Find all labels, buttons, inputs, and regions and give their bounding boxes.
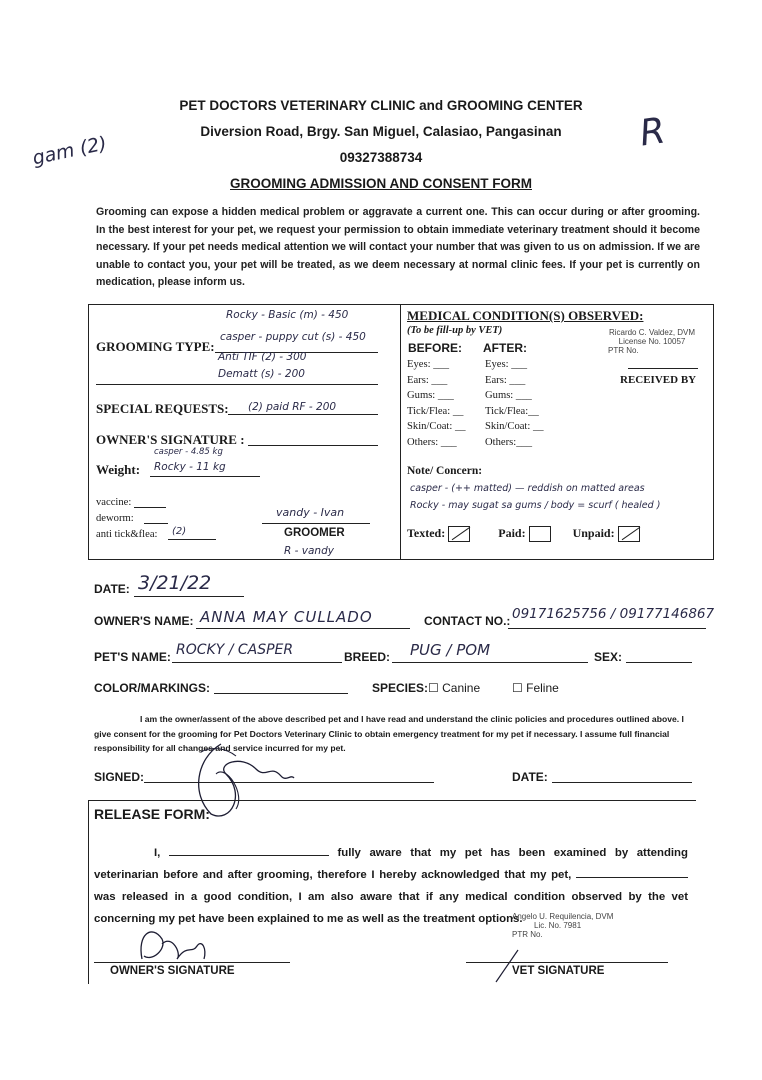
margin-note-right: R [637,110,668,155]
paid-checkbox[interactable] [529,526,551,542]
consent-date-line [552,782,692,783]
owner-name-line [196,628,410,629]
owner-signature-label: OWNER'S SIGNATURE : [96,432,245,447]
species-label: SPECIES: [372,681,429,695]
vet-stamp-license: License No. 10057 [618,337,686,346]
consent-text: I am the owner/assent of the above described pet and I have read and understand the clinic policies and procedures outlined above. I give consent for the grooming for Pet Doctors Veterinary Clinic to obtain emergency treatment for my pet if necessary. I assume full financial responsibility for all changes and service incurred for my pet. [94,714,684,753]
after-skin: Skin/Coat: __ [485,421,544,432]
contact-label: CONTACT NO.: [424,614,511,628]
breed-line [392,662,588,663]
weight-line [150,476,260,477]
before-others: Others: ___ [407,436,457,448]
vet-stamp-bottom-name: Angelo U. Requilencia, DVM [512,912,614,921]
owner-name-value: ANNA MAY CULLADO [200,608,373,626]
breed-label: BREED: [344,650,391,664]
deworm-line [144,523,168,524]
canine-label: Canine [442,681,481,695]
color-line [214,693,348,694]
sex-line [626,662,692,663]
vet-stamp-top [596,328,708,355]
sex-label: SEX: [594,650,623,664]
contact-line [508,628,706,629]
margin-note-left: gam (2) [30,132,109,170]
vet-sig-line [466,962,668,963]
clinic-phone: 09327388734 [339,150,423,165]
grooming-entry-2: casper - puppy cut (s) - 450 [220,331,366,343]
antitick-value: (2) [172,526,187,537]
note-label: Note/ Concern: [407,465,483,477]
release-top-line [88,800,696,801]
special-requests-label: SPECIAL REQUESTS: [96,401,229,416]
signed-label: SIGNED: [94,770,145,784]
vet-stamp-ptr: PTR No. [608,346,639,355]
grooming-extra-line [96,384,378,385]
after-label: AFTER: [483,341,527,355]
pet-name-line [172,662,342,663]
owner-sig-line [94,962,290,963]
grooming-entry-4: Dematt (s) - 200 [218,368,305,380]
before-label: BEFORE: [408,341,462,355]
color-label: COLOR/MARKINGS: [94,681,210,695]
received-by-line [628,368,698,369]
owner-signature-line [248,445,378,446]
feline-checkbox[interactable]: ☐ [512,681,523,695]
after-eyes: Eyes: ___ [485,359,528,370]
antitick-label: anti tick&flea: [96,529,158,540]
owner-name-label: OWNER'S NAME: [94,614,194,628]
groomer-value: vandy - Ivan [276,506,345,519]
medical-subtitle: (To be fill-up by VET) [407,325,503,336]
weight-label: Weight: [96,462,141,477]
special-requests-line [228,414,378,415]
vaccine-label: vaccine: [96,497,132,508]
before-eyes: Eyes: ___ [407,359,450,370]
form-title: GROOMING ADMISSION AND CONSENT FORM [230,176,532,191]
breed-value: PUG / POM [410,641,491,659]
consent-date-label: DATE: [512,770,548,784]
groomer-label: GROOMER [284,527,345,539]
received-by-label: RECEIVED BY [620,374,697,386]
groomer-line [262,523,370,524]
after-ears: Ears: ___ [485,374,526,386]
vet-stamp-name: Ricardo C. Valdez, DVM [608,328,696,337]
before-ears: Ears: ___ [407,374,448,386]
release-text-b: fully aware that my pet has been examined by attending veterinarian before and after grooming, therefore I hereby acknowledged that my pet, [94,847,688,881]
vet-stamp-bottom [512,912,632,939]
texted-label: Texted: [407,526,446,540]
intro-paragraph: Grooming can expose a hidden medical problem or aggravate a current one. This can occur during or after grooming. In the best interest for your pet, we request your permission to obtain immediate veterinary treatment should it become necessary. If your pet needs medical attention we will contact your number that was given to us on admission. If we are unable to contact you, your pet will be treated, as we deem necessary at normal clinic fees. If your pet is currently on medication, please inform us. [96,206,700,288]
pet-name-label: PET'S NAME: [94,650,171,664]
groomer-extra: R - vandy [284,545,334,557]
vet-stamp-bottom-ptr: PTR No. [512,930,543,939]
release-left-border [88,800,89,984]
special-requests-value: (2) paid RF - 200 [248,401,337,413]
antitick-line [168,539,216,540]
weight-rocky: Rocky - 11 kg [154,461,226,473]
canine-checkbox[interactable]: ☐ [428,681,439,695]
release-title: RELEASE FORM: [94,806,210,822]
contact-value: 09171625756 / 09177146867 [512,606,715,622]
clinic-name: PET DOCTORS VETERINARY CLINIC and GROOMING CENTER [179,98,583,113]
after-tick: Tick/Flea:__ [485,405,539,417]
texted-checkbox[interactable] [448,526,470,542]
grooming-type-label: GROOMING TYPE: [96,339,215,354]
before-list [407,357,466,450]
canine-option[interactable] [428,681,480,695]
release-text-a: I, [154,847,161,859]
note-line-2: Rocky - may sugat sa gums / body = scurf ( healed ) [410,500,661,511]
after-list [485,357,544,450]
owner-sig-label: OWNER'S SIGNATURE [110,965,235,977]
after-gums: Gums: ___ [485,390,532,401]
before-gums: Gums: ___ [407,390,454,401]
date-label: DATE: [94,582,130,596]
paid-label: Paid: [498,526,526,540]
before-skin: Skin/Coat: __ [407,421,466,432]
clinic-address: Diversion Road, Brgy. San Miguel, Calasiao, Pangasinan [200,124,562,139]
date-line [134,596,244,597]
after-others: Others:___ [485,436,533,448]
pet-name-value: ROCKY / CASPER [176,642,294,658]
vet-stamp-bottom-lic: Lic. No. 7981 [534,921,582,930]
vet-sig-label: VET SIGNATURE [512,965,605,977]
medical-title: MEDICAL CONDITION(S) OBSERVED: [407,308,644,323]
vaccine-line [134,507,166,508]
before-tick: Tick/Flea: __ [407,405,464,417]
weight-casper: casper - 4.85 kg [154,447,223,457]
grooming-entry-3: Anti TIF (2) - 300 [218,351,307,363]
grooming-entry-1: Rocky - Basic (m) - 450 [226,309,349,321]
date-value: 3/21/22 [138,572,212,594]
note-line-1: casper - (++ matted) — reddish on matted areas [410,483,645,494]
release-text-c: was released in a good condition, I am also aware that if any medical condition observed by the vet concerning my pet have been explained to me as well as the treatment options. [94,891,688,925]
deworm-label: deworm: [96,513,134,524]
feline-option[interactable] [512,681,559,695]
box-divider [400,304,401,560]
unpaid-checkbox[interactable] [618,526,640,542]
status-row [407,526,640,542]
feline-label: Feline [526,681,559,695]
unpaid-label: Unpaid: [572,526,615,540]
